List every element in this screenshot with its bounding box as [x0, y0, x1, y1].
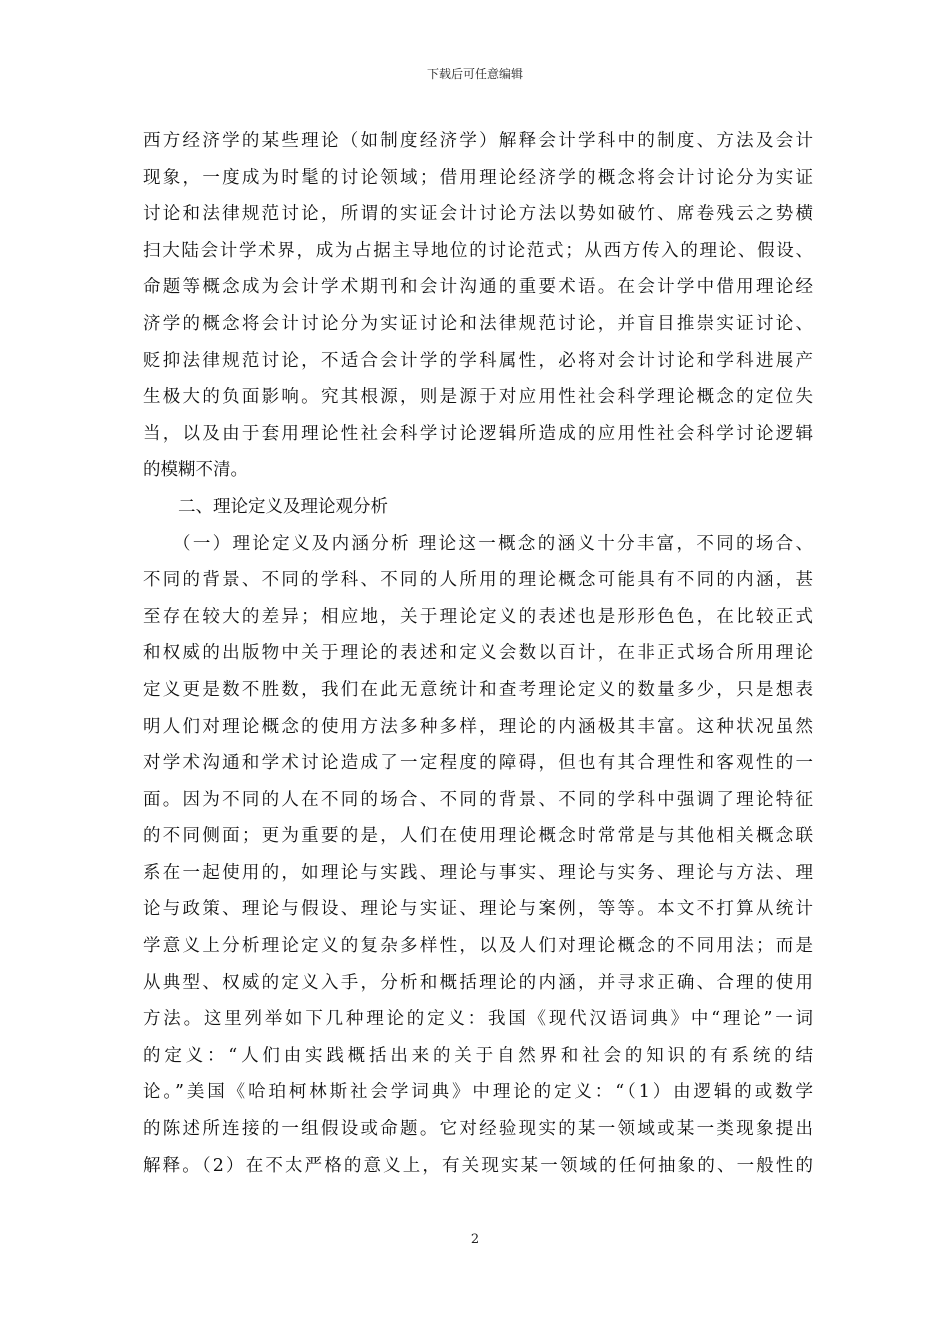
text-line: 生极大的负面影响。究其根源，则是源于对应用性社会科学理论概念的定位失 — [143, 387, 813, 408]
text-line: 西方经济学的某些理论（如制度经济学）解释会计学科中的制度、方法及会计 — [143, 131, 813, 151]
text-line: 命题等概念成为会计学术期刊和会计沟通的重要术语。在会计学中借用理论经 — [143, 277, 813, 298]
text-line: 论。”美国《哈珀柯林斯社会学词典》中理论的定义：“（1）由逻辑的或数学 — [143, 1082, 813, 1103]
page-header: 下载后可任意编辑 — [426, 67, 523, 81]
text-line: 系在一起使用的，如理论与实践、理论与事实、理论与实务、理论与方法、理 — [143, 862, 813, 883]
section-heading — [143, 489, 813, 526]
text-line: 明人们对理论概念的使用方法多种多样，理论的内涵极其丰富。这种状况虽然 — [143, 716, 813, 737]
text-line: 现象，一度成为时髦的讨论领域；借用理论经济学的概念将会计讨论分为实证 — [143, 167, 813, 188]
text-line: 的模糊不清。 — [143, 460, 248, 481]
text-line: 方法。这里列举如下几种理论的定义：我国《现代汉语词典》中“理论”一词 — [143, 1009, 813, 1030]
text-line: 讨论和法律规范讨论，所谓的实证会计讨论方法以势如破竹、席卷残云之势横 — [143, 204, 813, 225]
text-line: 贬抑法律规范讨论，不适合会计学的学科属性，必将对会计讨论和学科进展产 — [143, 350, 813, 371]
text-line: 对学术沟通和学术讨论造成了一定程度的障碍，但也有其合理性和客观性的一 — [143, 753, 813, 774]
paragraph-1 — [143, 123, 813, 489]
text-line: （一）理论定义及内涵分析 理论这一概念的涵义十分丰富，不同的场合、 — [173, 533, 813, 554]
heading-line: 二、理论定义及理论观分析 — [178, 496, 388, 517]
text-line: 的定义：“人们由实践概括出来的关于自然界和社会的知识的有系统的结 — [143, 1045, 813, 1066]
document-body — [143, 123, 813, 1184]
text-line: 当，以及由于套用理论性社会科学讨论逻辑所造成的应用性社会科学讨论逻辑 — [143, 423, 813, 444]
text-line: 至存在较大的差异；相应地，关于理论定义的表述也是形形色色，在比较正式 — [143, 606, 813, 627]
text-line: 面。因为不同的人在不同的场合、不同的背景、不同的学科中强调了理论特征 — [143, 789, 813, 810]
text-line: 济学的概念将会计讨论分为实证讨论和法律规范讨论，并盲目推崇实证讨论、 — [143, 313, 813, 334]
text-line: 从典型、权威的定义入手，分析和概括理论的内涵，并寻求正确、合理的使用 — [143, 972, 813, 993]
text-line: 的不同侧面；更为重要的是，人们在使用理论概念时常常是与其他相关概念联 — [143, 826, 813, 847]
text-line: 解释。（2）在不太严格的意义上，有关现实某一领域的任何抽象的、一般性的 — [143, 1155, 813, 1176]
text-line: 学意义上分析理论定义的复杂多样性，以及人们对理论概念的不同用法；而是 — [143, 936, 813, 957]
page-number: 2 — [470, 1232, 480, 1247]
paragraph-2 — [143, 526, 813, 1185]
text-line: 论与政策、理论与假设、理论与实证、理论与案例，等等。本文不打算从统计 — [143, 899, 813, 920]
text-line: 的陈述所连接的一组假设或命题。它对经验现实的某一领域或某一类现象提出 — [143, 1119, 813, 1140]
text-line: 定义更是数不胜数，我们在此无意统计和查考理论定义的数量多少，只是想表 — [143, 679, 813, 700]
text-line: 扫大陆会计学术界，成为占据主导地位的讨论范式；从西方传入的理论、假设、 — [143, 240, 813, 261]
text-line: 不同的背景、不同的学科、不同的人所用的理论概念可能具有不同的内涵，甚 — [143, 570, 813, 591]
text-line: 和权威的出版物中关于理论的表述和定义会数以百计，在非正式场合所用理论 — [143, 643, 813, 664]
